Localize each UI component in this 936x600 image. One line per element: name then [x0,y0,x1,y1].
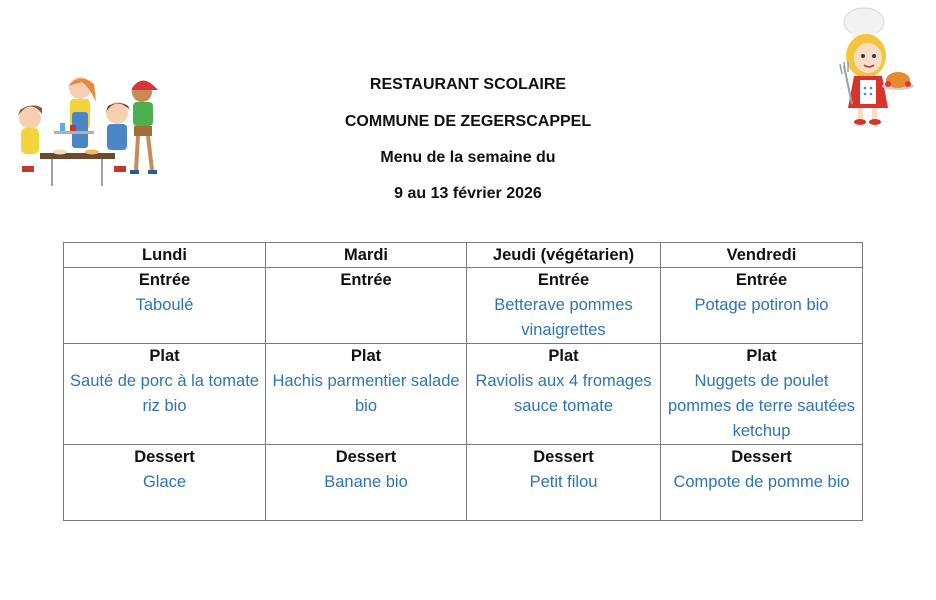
dessert-label: Dessert [731,448,792,466]
entree-cell-jeudi [467,268,661,344]
weekly-menu-table [63,242,863,521]
dessert-cell-lundi [64,445,266,521]
entree-cell-vendredi [661,268,863,344]
title-commune: COMMUNE DE ZEGERSCAPPEL [344,113,592,130]
plat-label: Plat [548,347,579,365]
day-header-mardi: Mardi [266,243,467,268]
plat-label: Plat [149,347,180,365]
plat-dish: Raviolis aux 4 fromages sauce tomate [475,372,652,415]
plat-label: Plat [746,347,777,365]
entree-label: Entrée [340,271,392,289]
entree-dish: Betterave pommes vinaigrettes [494,296,633,339]
plat-dish: Sauté de porc à la tomate riz bio [70,372,259,415]
plat-cell-jeudi [467,344,661,445]
day-header-vendredi: Vendredi [661,243,863,268]
entree-label: Entrée [735,271,788,289]
subtitle-date-range: 9 au 13 février 2026 [394,185,542,202]
entree-cell-lundi [64,268,266,344]
plat-dish: Nuggets de poulet pommes de terre sautées ketchup [667,372,856,440]
entree-label: Entrée [537,271,590,289]
dessert-label: Dessert [134,448,195,466]
dessert-cell-mardi [266,445,467,521]
dessert-row [64,445,863,521]
title-restaurant-scolaire: RESTAURANT SCOLAIRE [369,76,567,93]
entree-dish: Taboulé [135,296,194,314]
day-header-row [64,243,863,268]
dessert-dish: Glace [142,473,187,491]
plat-dish: Hachis parmentier salade bio [272,372,460,415]
entree-row [64,268,863,344]
entree-dish: Potage potiron bio [694,296,829,314]
subtitle-menu-week: Menu de la semaine du [380,149,556,166]
plat-row [64,344,863,445]
plat-cell-vendredi [661,344,863,445]
dessert-label: Dessert [533,448,594,466]
dessert-dish: Banane bio [324,473,408,491]
plat-label: Plat [350,347,382,365]
dessert-dish: Compote de pomme bio [673,473,850,491]
plat-cell-mardi [266,344,467,445]
entree-cell-mardi [266,268,467,344]
girl-chef-illustration [828,4,918,130]
day-header-lundi: Lundi [64,243,266,268]
day-header-jeudi: Jeudi (végétarien) [467,243,661,268]
plat-cell-lundi [64,344,266,445]
dessert-label: Dessert [335,448,397,466]
entree-label: Entrée [138,271,191,289]
dessert-dish: Petit filou [529,473,598,491]
dessert-cell-vendredi [661,445,863,521]
dessert-cell-jeudi [467,445,661,521]
